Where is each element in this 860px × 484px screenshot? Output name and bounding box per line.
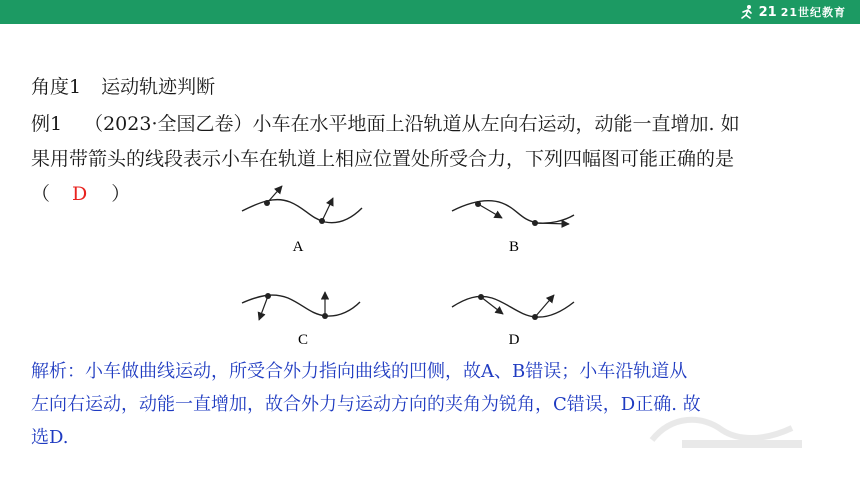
analysis-line-3: 选D. bbox=[31, 427, 69, 448]
track-curve bbox=[452, 201, 574, 223]
logo-mark: 21 bbox=[758, 4, 777, 20]
runner-logo-icon bbox=[739, 4, 755, 20]
track-curve bbox=[242, 295, 360, 316]
section-label: 角度1 bbox=[31, 76, 82, 98]
header-bar bbox=[0, 0, 860, 24]
force-arrow bbox=[478, 204, 502, 218]
diagram-d bbox=[452, 294, 574, 348]
diagram-label-a: A bbox=[292, 239, 304, 255]
watermark-icon bbox=[642, 410, 822, 452]
analysis-line-1: 解析：小车做曲线运动，所受合外力指向曲线的凹侧，故A、B错误；小车沿轨道从 bbox=[31, 361, 688, 382]
trajectory-diagrams bbox=[230, 178, 590, 350]
diagram-label-d: D bbox=[508, 332, 520, 348]
track-curve bbox=[452, 296, 574, 317]
diagram-b bbox=[452, 201, 574, 255]
answer-choice: D bbox=[72, 183, 88, 205]
diagram-label-c: C bbox=[297, 332, 309, 348]
logo-text: 21世纪教育 bbox=[780, 6, 846, 19]
question-line-2: 果用带箭头的线段表示小车在轨道上相应位置处所受合力，下列四幅图可能正确的是 bbox=[31, 148, 735, 170]
answer-paren-close: ） bbox=[111, 183, 131, 205]
diagram-c bbox=[242, 292, 360, 348]
diagram-label-b: B bbox=[508, 239, 520, 255]
section-title: 运动轨迹判断 bbox=[101, 76, 216, 98]
example-label: 例1 bbox=[31, 113, 63, 135]
site-logo bbox=[739, 2, 846, 22]
section-heading bbox=[31, 72, 215, 99]
force-arrow bbox=[535, 223, 569, 224]
force-arrow bbox=[259, 296, 268, 320]
force-arrow bbox=[267, 186, 282, 203]
diagram-a bbox=[242, 186, 362, 255]
analysis-line-2: 左向右运动，动能一直增加，故合外力与运动方向的夹角为锐角，C错误，D正确. 故 bbox=[31, 394, 701, 415]
track-curve bbox=[242, 200, 362, 223]
force-arrow bbox=[535, 295, 554, 317]
question-line-1: （2023·全国乙卷）小车在水平地面上沿轨道从左向右运动，动能一直增加. 如 bbox=[84, 113, 740, 135]
force-arrow bbox=[481, 297, 503, 314]
answer-paren-open: （ bbox=[31, 183, 51, 205]
force-arrow bbox=[322, 198, 333, 221]
